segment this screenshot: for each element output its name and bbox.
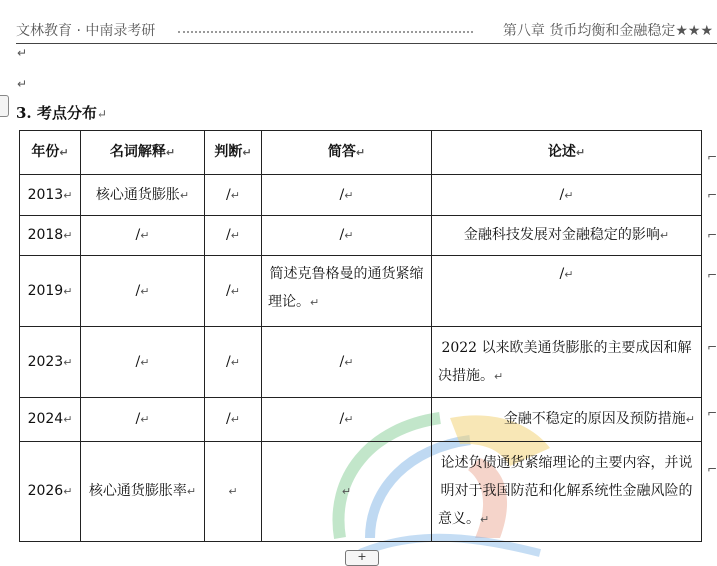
- header-left-text: 文林教育 · 中南录考研: [16, 23, 156, 39]
- paragraph-mark: ↵: [17, 77, 28, 91]
- cell-judge: /↵: [205, 398, 262, 442]
- right-edge-mark: ⌐: [707, 150, 717, 164]
- section-title-text: 3. 考点分布: [16, 104, 97, 122]
- cell-judge: /↵: [205, 327, 262, 398]
- column-header-year: 年份↵: [20, 131, 81, 175]
- table-header-row: [20, 131, 702, 175]
- header-rule: [16, 43, 717, 44]
- cell-judge: /↵: [205, 175, 262, 216]
- right-edge-mark: ⌐: [707, 268, 717, 282]
- cell-year: 2026↵: [20, 442, 81, 542]
- cell-year: 2018↵: [20, 216, 81, 256]
- paragraph-mark: ↵: [96, 107, 107, 121]
- table-row: [20, 256, 702, 327]
- exam-distribution-table: [19, 130, 702, 542]
- paragraph-mark: ↵: [17, 46, 28, 60]
- cell-short: /↵: [262, 175, 432, 216]
- right-edge-mark: ⌐: [707, 228, 717, 242]
- cell-essay: 金融不稳定的原因及预防措施↵: [432, 398, 702, 442]
- margin-tab-handle[interactable]: [0, 95, 9, 117]
- column-header-judge: 判断↵: [205, 131, 262, 175]
- table-row: [20, 327, 702, 398]
- cell-short: ↵: [262, 442, 432, 542]
- cell-term: 核心通货膨胀↵: [81, 175, 205, 216]
- table-row: [20, 216, 702, 256]
- add-row-button[interactable]: +: [345, 550, 379, 566]
- cell-judge: /↵: [205, 216, 262, 256]
- cell-term: /↵: [81, 256, 205, 327]
- right-edge-mark: ⌐: [707, 462, 717, 476]
- cell-term: /↵: [81, 216, 205, 256]
- right-edge-mark: ⌐: [707, 188, 717, 202]
- cell-year: 2013↵: [20, 175, 81, 216]
- column-header-essay: 论述↵: [432, 131, 702, 175]
- page-header: [0, 0, 717, 44]
- cell-term: 核心通货膨胀率↵: [81, 442, 205, 542]
- right-edge-mark: ⌐: [707, 406, 717, 420]
- cell-term: /↵: [81, 327, 205, 398]
- cell-judge: ↵: [205, 442, 262, 542]
- bottom-area: [0, 548, 717, 563]
- table-row: [20, 398, 702, 442]
- cell-judge: /↵: [205, 256, 262, 327]
- cell-short: /↵: [262, 327, 432, 398]
- cell-year: 2023↵: [20, 327, 81, 398]
- header-leader-dots: [178, 31, 473, 33]
- cell-short: 简述克鲁格曼的通货紧缩理论。↵: [262, 256, 432, 327]
- cell-essay: 金融科技发展对金融稳定的影响↵: [432, 216, 702, 256]
- header-right-text: 第八章 货币均衡和金融稳定★★★: [502, 23, 713, 39]
- cell-short: /↵: [262, 398, 432, 442]
- table-row: [20, 442, 702, 542]
- column-header-term: 名词解释↵: [81, 131, 205, 175]
- column-header-short: 简答↵: [262, 131, 432, 175]
- section-title: [16, 102, 107, 123]
- cell-year: 2019↵: [20, 256, 81, 327]
- cell-essay: /↵: [432, 256, 702, 327]
- right-edge-mark: ⌐: [707, 340, 717, 354]
- cell-essay: 论述负债通货紧缩理论的主要内容，并说明对于我国防范和化解系统性金融风险的意义。↵: [432, 442, 702, 542]
- cell-term: /↵: [81, 398, 205, 442]
- cell-year: 2024↵: [20, 398, 81, 442]
- cell-short: /↵: [262, 216, 432, 256]
- cell-essay: 2022 以来欧美通货膨胀的主要成因和解决措施。↵: [432, 327, 702, 398]
- cell-essay: /↵: [432, 175, 702, 216]
- table-row: [20, 175, 702, 216]
